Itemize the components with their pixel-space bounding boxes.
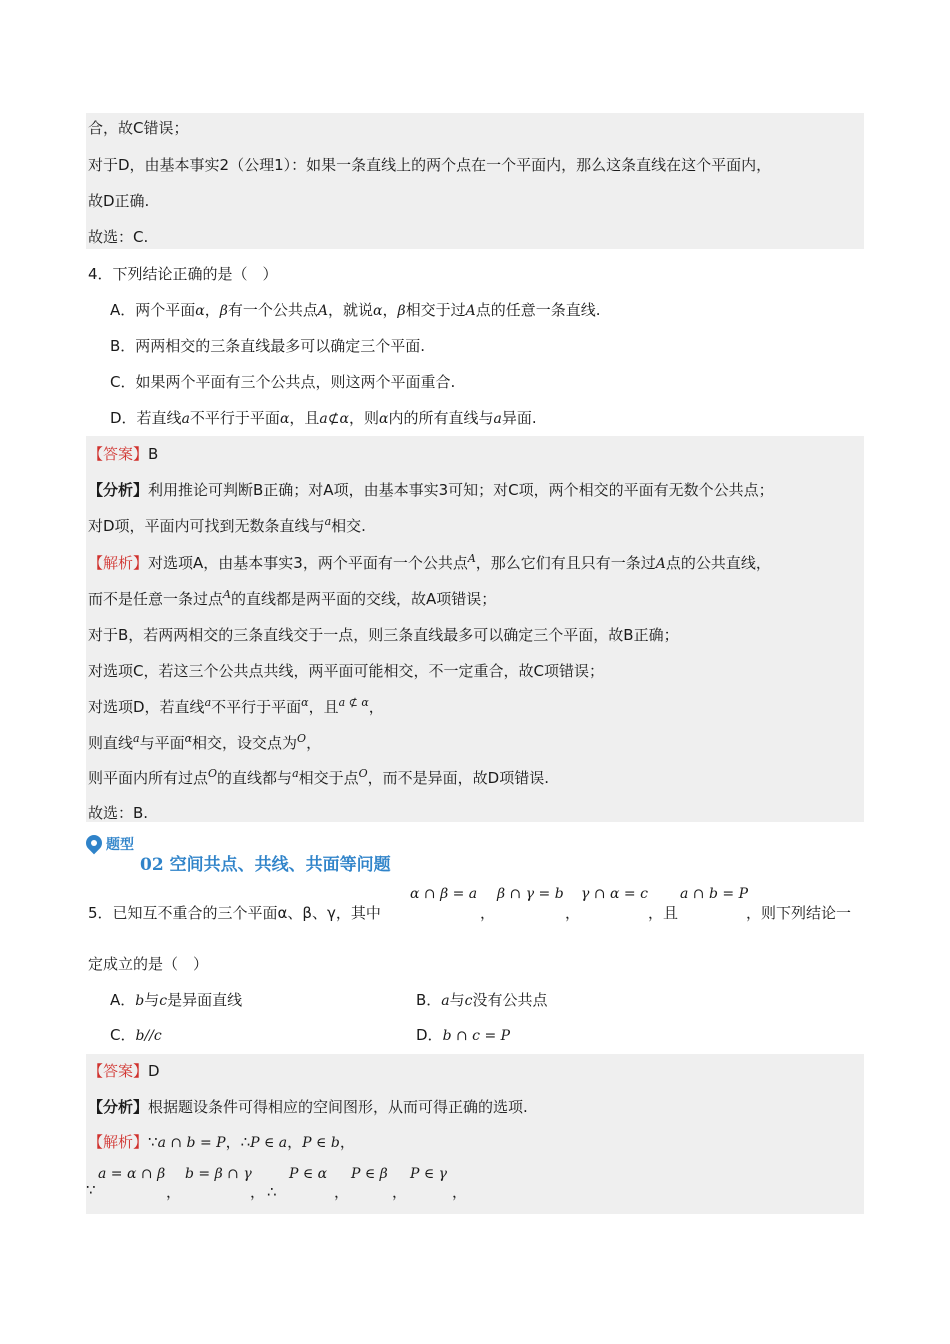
- punctuation: ，: [480, 904, 496, 922]
- math-var: A: [465, 303, 476, 319]
- math-var: c: [159, 993, 168, 1009]
- math-expr: a ∩ b = P: [157, 1135, 226, 1151]
- option-label: D．: [416, 1026, 443, 1044]
- math-var: a: [441, 993, 450, 1009]
- solution-text: 则直线: [88, 734, 134, 752]
- solution-text: 点的公共直线，: [665, 554, 771, 572]
- solution-text: ，: [306, 734, 322, 752]
- math-var: a: [292, 767, 299, 780]
- punctuation: ，: [250, 1183, 266, 1201]
- analysis-line: [88, 1097, 528, 1117]
- math-var: α: [378, 411, 389, 427]
- math-var: α: [184, 732, 193, 745]
- solution-text: ，那么它们有且只有一条过: [475, 554, 656, 572]
- analysis-line: [88, 480, 774, 500]
- math-var: α: [373, 303, 383, 319]
- analysis-tag: 【分析】: [88, 1098, 149, 1116]
- because-symbol: ∵: [148, 1133, 158, 1151]
- punctuation: ，: [392, 1183, 408, 1201]
- question-4-option-a: [110, 300, 601, 321]
- analysis-text: 根据题设条件可得相应的空间图形，从而可得正确的选项.: [148, 1098, 528, 1116]
- option-label: B．: [416, 991, 442, 1009]
- because-symbol: ∵: [86, 1181, 96, 1199]
- math-expr: a ⊄ α: [338, 696, 369, 709]
- solution-line: 对选项C，若这三个公共点共线，两平面可能相交，不一定重合，故C项错误；: [88, 662, 604, 680]
- option-text: ，且: [289, 409, 320, 427]
- solution-text: ，而不是异面，故D项错误.: [367, 769, 549, 787]
- math-var: O: [297, 732, 307, 745]
- solution-text: 而不是任意一条过点: [88, 590, 224, 608]
- math-var: b: [135, 993, 145, 1009]
- math-var: A: [223, 588, 231, 601]
- question-5-option-c: [110, 1025, 162, 1046]
- solution-text: 对选项A，由基本事实3，两个平面有一个公共点: [148, 554, 468, 572]
- solution-tag: 【解析】: [88, 554, 149, 572]
- solution-band-top: [86, 113, 864, 249]
- analysis-line: [88, 516, 366, 538]
- answer-line: [88, 1061, 160, 1081]
- math-var: O: [208, 767, 218, 780]
- math-expr: P ∈ b: [302, 1135, 340, 1151]
- math-var: a: [181, 411, 190, 427]
- therefore-symbol: ∴: [240, 1133, 251, 1151]
- math-var: α: [279, 411, 290, 427]
- solution-line: 故选：B.: [88, 804, 149, 822]
- question-5-option-b: [416, 990, 548, 1011]
- math-equation: β ∩ γ = b: [497, 886, 564, 902]
- option-text: 是异面直线: [167, 991, 243, 1009]
- math-var: β: [397, 303, 406, 319]
- punctuation: ，: [339, 1133, 355, 1151]
- math-var: α: [301, 696, 309, 709]
- math-equation: a ∩ b = P: [680, 886, 748, 902]
- punctuation: ，: [565, 904, 581, 922]
- option-text: ，就说: [327, 301, 373, 319]
- option-text: 内的所有直线与: [388, 409, 494, 427]
- question-5-option-d: [416, 1025, 510, 1046]
- therefore-symbol: ∴: [267, 1183, 277, 1201]
- solution-text: ，且: [308, 698, 339, 716]
- math-var: a: [324, 515, 332, 528]
- question-4-option-b: B．两两相交的三条直线最多可以确定三个平面.: [110, 337, 426, 355]
- solution-text: 的直线都与: [217, 769, 293, 787]
- option-text: ，: [204, 301, 220, 319]
- math-expr: b = β ∩ γ: [185, 1166, 252, 1182]
- option-text: 点的任意一条直线.: [475, 301, 601, 319]
- option-text: 与: [144, 991, 160, 1009]
- math-expr: a⊄α: [319, 411, 349, 427]
- math-var: A: [317, 303, 328, 319]
- option-text: A．两个平面: [110, 301, 196, 319]
- math-expr: P ∈ β: [351, 1166, 388, 1182]
- option-text: 与: [449, 991, 465, 1009]
- solution-text: 相交，设交点为: [192, 734, 298, 752]
- option-label: C．: [110, 1026, 136, 1044]
- math-expr: b ∩ c = P: [442, 1028, 511, 1044]
- solution-line: [88, 733, 321, 755]
- solution-line: [88, 768, 549, 790]
- solution-text: 相交于点: [298, 769, 359, 787]
- math-var: a: [493, 411, 502, 427]
- text-line: 合，故C错误；: [88, 119, 189, 137]
- solution-text: 与平面: [139, 734, 185, 752]
- solution-line: [88, 1132, 355, 1153]
- section-title: 02 空间共点、共线、共面等问题: [140, 855, 391, 875]
- option-text: 异面.: [501, 409, 537, 427]
- analysis-text: 对D项，平面内可找到无数条直线与: [88, 517, 325, 535]
- answer-tag: 【答案】: [88, 445, 149, 463]
- text-line: 故选：C.: [88, 228, 149, 246]
- solution-line: [88, 697, 384, 719]
- solution-text: ，: [368, 698, 384, 716]
- option-text: 有一个公共点: [227, 301, 318, 319]
- option-label: A．: [110, 991, 136, 1009]
- answer-value: B: [148, 445, 159, 463]
- section-heading: [86, 832, 486, 875]
- punctuation: ，: [334, 1183, 350, 1201]
- answer-line: [88, 444, 158, 464]
- punctuation: ，: [452, 1183, 468, 1201]
- location-pin-icon: [83, 832, 106, 855]
- question-4-stem: 4．下列结论正确的是（ ）: [88, 265, 278, 283]
- math-var: A: [467, 552, 476, 565]
- text-line: 对于D，由基本事实2（公理1）：如果一条直线上的两个点在一个平面内，那么这条直线在这个平面内，: [88, 156, 772, 174]
- answer-tag: 【答案】: [88, 1062, 149, 1080]
- question-5-stem-cont: 定成立的是（ ）: [88, 955, 209, 973]
- math-var: α: [195, 303, 205, 319]
- option-text: ，: [382, 301, 398, 319]
- punctuation: ，: [166, 1183, 182, 1201]
- question-5-stem: 5．已知互不重合的三个平面α、β、γ，其中: [88, 904, 381, 922]
- math-expr: P ∈ γ: [410, 1166, 448, 1182]
- section-tag: 题型: [106, 837, 134, 853]
- punctuation: ，: [225, 1133, 241, 1151]
- question-4-option-c: C．如果两个平面有三个公共点，则这两个平面重合.: [110, 373, 456, 391]
- question-4-option-d: [110, 408, 537, 429]
- solution-text: 不平行于平面: [211, 698, 302, 716]
- math-var: O: [358, 767, 368, 780]
- solution-tag: 【解析】: [88, 1133, 149, 1151]
- question-5-option-a: [110, 990, 242, 1011]
- math-equation: α ∩ β = a: [410, 886, 478, 902]
- math-expr: a = α ∩ β: [98, 1166, 166, 1182]
- solution-line: [88, 589, 496, 611]
- option-text: 相交于过: [405, 301, 466, 319]
- punctuation: ，: [287, 1133, 303, 1151]
- analysis-text: 利用推论可判断B正确；对A项，由基本事实3可知；对C项，两个相交的平面有无数个公共点；: [148, 481, 774, 499]
- solution-line: [88, 553, 771, 575]
- option-text: 没有公共点: [472, 991, 548, 1009]
- option-text: 不平行于平面: [189, 409, 280, 427]
- math-var: A: [655, 556, 666, 572]
- analysis-tag: 【分析】: [88, 481, 149, 499]
- solution-text: 的直线都是两平面的交线，故A项错误；: [230, 590, 497, 608]
- math-expr: P ∈ α: [289, 1166, 328, 1182]
- analysis-text: 相交.: [331, 517, 366, 535]
- math-var: a: [133, 732, 140, 745]
- punctuation: ，且: [648, 904, 679, 922]
- solution-text: 则平面内所有过点: [88, 769, 209, 787]
- answer-value: D: [148, 1062, 160, 1080]
- math-equation: γ ∩ α = c: [581, 886, 648, 902]
- math-var: c: [464, 993, 473, 1009]
- question-5-stem-tail: ，则下列结论一: [746, 904, 852, 922]
- solution-line: 对于B，若两两相交的三条直线交于一点，则三条直线最多可以确定三个平面，故B正确；: [88, 626, 679, 644]
- math-expr: b//c: [135, 1028, 162, 1044]
- math-var: a: [204, 696, 212, 709]
- math-expr: P ∈ a: [250, 1135, 288, 1151]
- option-text: D．若直线: [110, 409, 182, 427]
- option-text: ，则: [348, 409, 379, 427]
- text-line: 故D正确.: [88, 192, 150, 210]
- math-var: β: [219, 303, 228, 319]
- solution-text: 对选项D，若直线: [88, 698, 205, 716]
